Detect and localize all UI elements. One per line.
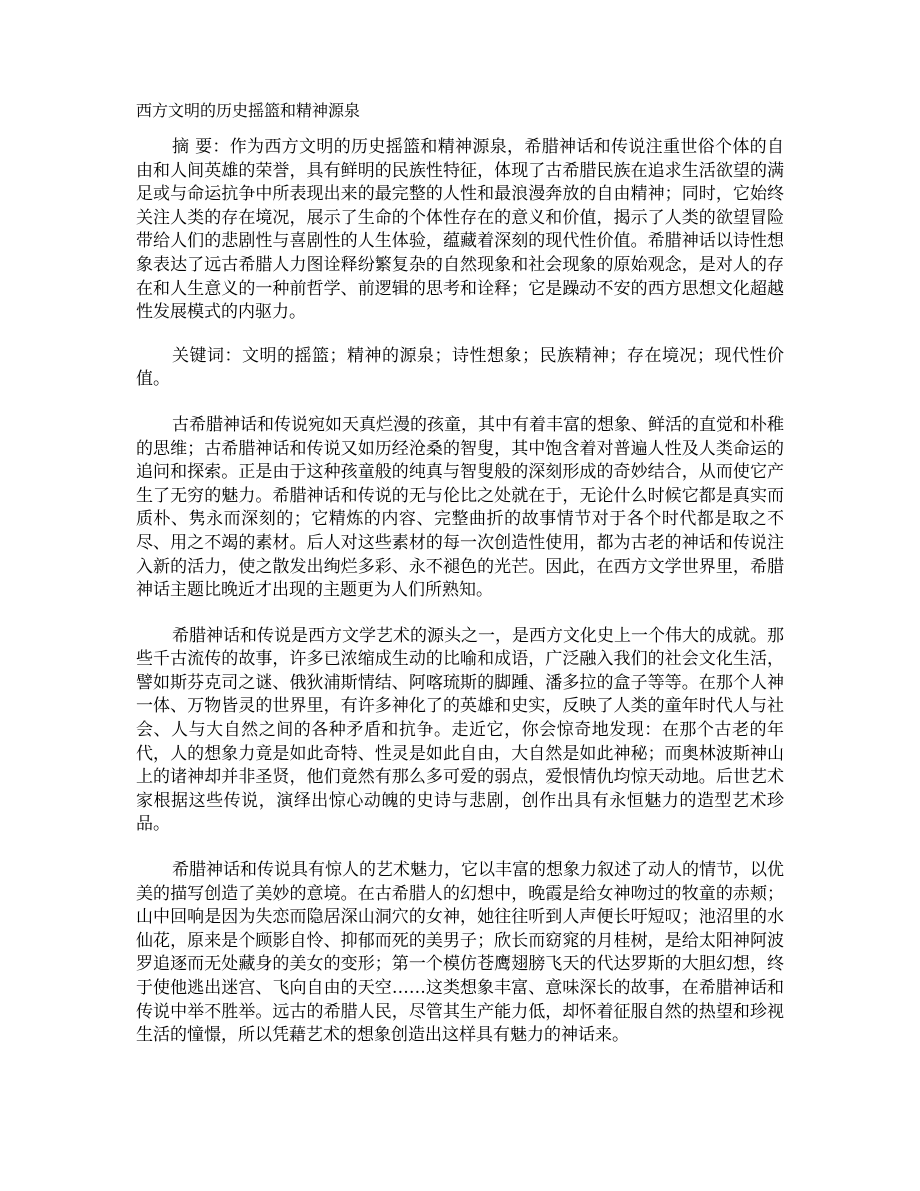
body-paragraph-3: 希腊神话和传说具有惊人的艺术魅力，它以丰富的想象力叙述了动人的情节，以优美的描写创造了美妙的意境。在古希腊人的幻想中，晚霞是给女神吻过的牧童的赤颊；山中回响是因为失恋而隐居深山洞穴的女神，她往往听到人声便长吁短叹；池沼里的水仙花，原来是个顾影自怜、抑郁而死的美男子；欣长而窈窕的月桂树，是给太阳神阿波罗追逐而无处藏身的美女的变形；第一个模仿苍鹰翅膀飞天的代达罗斯的大胆幻想，终于使他逃出迷宫、飞向自由的天空……这类想象丰富、意味深长的故事，在希腊神话和传说中举不胜举。远古的希腊人民，尽管其生产能力低，却怀着征服自然的热望和珍视生活的憧憬，所以凭藉艺术的想象创造出这样具有魅力的神话来。	[136, 860, 784, 1046]
document-page	[136, 100, 784, 1070]
keywords-paragraph: 关键词：文明的摇篮；精神的源泉；诗性想象；民族精神；存在境况；现代性价值。	[136, 345, 784, 390]
body-paragraph-2: 希腊神话和传说是西方文学艺术的源头之一，是西方文化史上一个伟大的成就。那些千古流传的故事，许多已浓缩成生动的比喻和成语，广泛融入我们的社会文化生活，譬如斯芬克司之谜、俄狄浦斯情结、阿喀琉斯的脚踵、潘多拉的盒子等等。在那个人神一体、万物皆灵的世界里，有许多神化了的英雄和史实，反映了人类的童年时代人与社会、人与大自然之间的各种矛盾和抗争。走近它，你会惊奇地发现：在那个古老的年代，人的想象力竟是如此奇特、性灵是如此自由，大自然是如此神秘；而奥林波斯神山上的诸神却并非圣贤，他们竟然有那么多可爱的弱点，爱恨情仇均惊天动地。后世艺术家根据这些传说，演绎出惊心动魄的史诗与悲剧，创作出具有永恒魅力的造型艺术珍品。	[136, 625, 784, 835]
body-paragraph-1: 古希腊神话和传说宛如天真烂漫的孩童，其中有着丰富的想象、鲜活的直觉和朴稚的思维；古希腊神话和传说又如历经沧桑的智叟，其中饱含着对普遍人性及人类命运的追问和探索。正是由于这种孩童般的纯真与智叟般的深刻形成的奇妙结合，从而使它产生了无穷的魅力。希腊神话和传说的无与伦比之处就在于，无论什么时候它都是真实而质朴、隽永而深刻的；它精炼的内容、完整曲折的故事情节对于各个时代都是取之不尽、用之不竭的素材。后人对这些素材的每一次创造性使用，都为古老的神话和传说注入新的活力，使之散发出绚烂多彩、永不褪色的光芒。因此，在西方文学世界里，希腊神话主题比晚近才出现的主题更为人们所熟知。	[136, 414, 784, 601]
abstract-paragraph: 摘 要：作为西方文明的历史摇篮和精神源泉，希腊神话和传说注重世俗个体的自由和人间英雄的荣誉，具有鲜明的民族性特征，体现了古希腊民族在追求生活欲望的满足或与命运抗争中所表现出来的最完整的人性和最浪漫奔放的自由精神；同时，它始终关注人类的存在境况，展示了生命的个体性存在的意义和价值，揭示了人类的欲望冒险带给人们的悲剧性与喜剧性的人生体验，蕴藏着深刻的现代性价值。希腊神话以诗性想象表达了远古希腊人力图诠释纷繁复杂的自然现象和社会现象的原始观念，是对人的存在和人生意义的一种前哲学、前逻辑的思考和诠释；它是躁动不安的西方思想文化超越性发展模式的内驱力。	[136, 137, 784, 323]
document-title: 西方文明的历史摇篮和精神源泉	[136, 101, 361, 120]
